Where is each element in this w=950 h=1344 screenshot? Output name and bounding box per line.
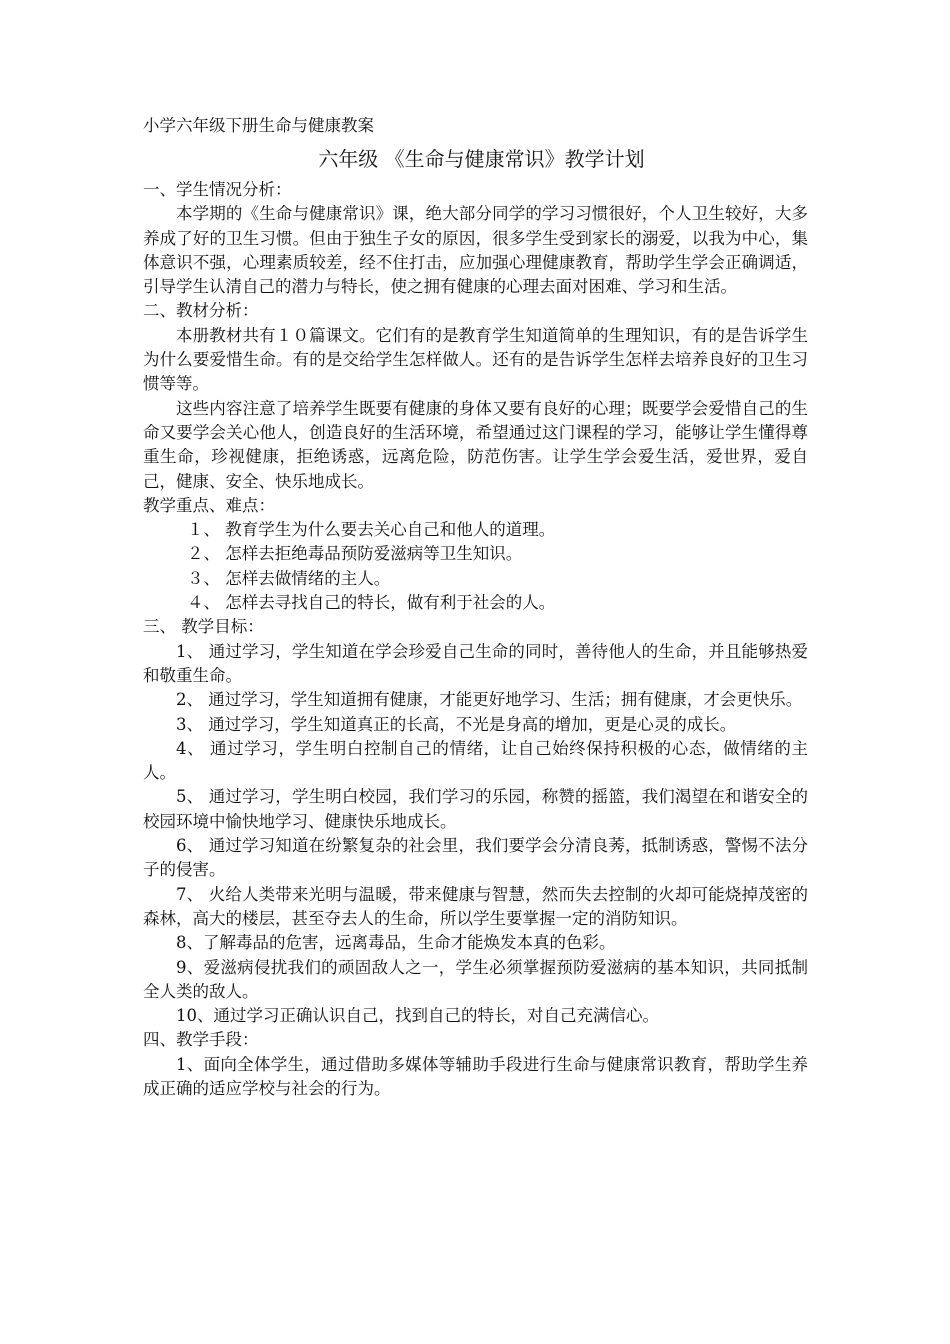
key-point-item: １、 教育学生为什么要去关心自己和他人的道理。	[187, 520, 556, 540]
teaching-goal-item: 3、 通过学习，学生知道真正的长高，不光是身高的增加，更是心灵的成长。	[176, 714, 737, 734]
document-title: 小学六年级下册生命与健康教案	[143, 116, 374, 135]
page-title: 六年级 《生命与健康常识》教学计划	[318, 147, 645, 171]
student-analysis-paragraph: 本学期的《生命与健康常识》课，绝大部分同学的学习习惯很好，个人卫生较好，大多养成了好的卫生习惯。但由于独生子女的原因，很多学生受到家长的溺爱，以我为中心，集体意识不强，心理素质较差，经不住打击，应加强心理健康教育，帮助学生学会正确调适，引导学生认清自己的潜力与特长，使之拥有健康的心理去面对困难、学习和生活。	[143, 204, 808, 297]
textbook-analysis-paragraph-2: 这些内容注意了培养学生既要有健康的身体又要有良好的心理；既要学会爱惜自己的生命又要学会关心他人，创造良好的生活环境，希望通过这门课程的学习，能够让学生懂得尊重生命，珍视健康，拒绝诱惑，远离危险，防范伤害。让学生学会爱生活，爱世界，爱自己，健康、安全、快乐地成长。	[143, 398, 808, 491]
section-heading-teaching-goals: 三、 教学目标：	[143, 617, 264, 637]
teaching-goal-item: 6、 通过学习知道在纷繁复杂的社会里，我们要学会分清良莠，抵制诱惑，警惕不法分子的侵害。	[143, 836, 808, 880]
key-point-item: ４、 怎样去寻找自己的特长，做有利于社会的人。	[187, 593, 556, 613]
section-heading-key-points: 教学重点、难点：	[143, 495, 275, 515]
section-heading-textbook-analysis: 二、教材分析：	[143, 301, 259, 321]
teaching-goal-item: 2、 通过学习，学生知道拥有健康，才能更好地学习、生活；拥有健康，才会更快乐。	[176, 690, 803, 710]
section-heading-teaching-methods: 四、教学手段：	[143, 1030, 259, 1050]
key-point-item: ２、 怎样去拒绝毒品预防爱滋病等卫生知识。	[187, 544, 523, 564]
section-heading-student-analysis: 一、学生情况分析：	[143, 180, 292, 199]
teaching-goal-item: 9、爱滋病侵扰我们的顽固敌人之一，学生必须掌握预防爱滋病的基本知识，共同抵制全人类的敌人。	[143, 957, 808, 1001]
key-point-item: ３、 怎样去做情绪的主人。	[187, 568, 391, 588]
teaching-goal-item: 8、了解毒品的危害，远离毒品，生命才能焕发本真的色彩。	[176, 933, 616, 953]
teaching-goal-item: 1、 通过学习，学生知道在学会珍爱自己生命的同时，善待他人的生命，并且能够热爱和敬重生命。	[143, 641, 808, 685]
teaching-goal-item: 5、 通过学习，学生明白校园，我们学习的乐园，称赞的摇篮，我们渴望在和谐安全的校园环境中愉快地学习、健康快乐地成长。	[143, 787, 808, 831]
document-body	[143, 114, 808, 1101]
teaching-goal-item: 10、通过学习正确认识自己，找到自己的特长，对自己充满信心。	[176, 1006, 659, 1026]
teaching-methods-paragraph: 1、面向全体学生，通过借助多媒体等辅助手段进行生命与健康常识教育，帮助学生养成正确的适应学校与社会的行为。	[143, 1054, 808, 1098]
teaching-goal-item: 4、 通过学习，学生明白控制自己的情绪，让自己始终保持积极的心态，做情绪的主人。	[143, 738, 808, 783]
teaching-goal-item: 7、 火给人类带来光明与温暖，带来健康与智慧，然而失去控制的火却可能烧掉茂密的森林，高大的楼层，甚至夺去人的生命，所以学生要掌握一定的消防知识。	[143, 884, 808, 928]
textbook-analysis-paragraph-1: 本册教材共有１０篇课文。它们有的是教育学生知道简单的生理知识，有的是告诉学生为什么要爱惜生命。有的是交给学生怎样做人。还有的是告诉学生怎样去培养良好的卫生习惯等等。	[143, 325, 808, 394]
